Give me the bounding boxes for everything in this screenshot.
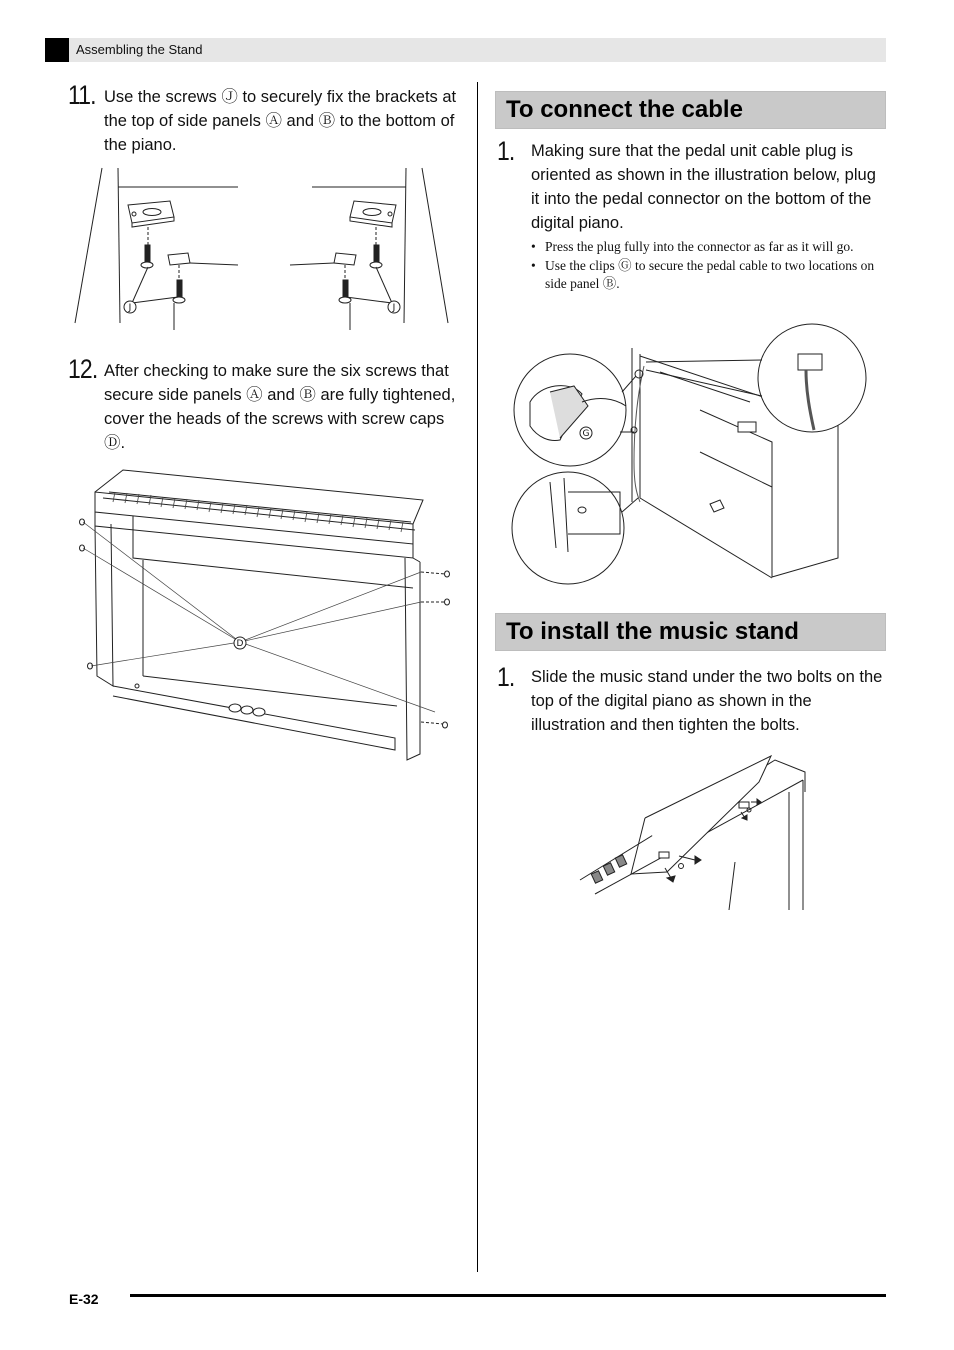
header-marker bbox=[45, 38, 69, 62]
step-11-text: Use the screws Ⓙ to securely fix the brackets at the top of side panels Ⓐ and Ⓑ to the bottom of the piano. bbox=[104, 88, 457, 154]
bullet-item: • Press the plug fully into the connector as far as it will go. bbox=[531, 238, 887, 257]
callout-j-right: J bbox=[392, 303, 396, 313]
running-header bbox=[45, 38, 886, 62]
header-section-title: Assembling the Stand bbox=[76, 42, 203, 57]
callout-j-left: J bbox=[128, 303, 132, 313]
callout-g: G bbox=[582, 429, 590, 439]
page-number: E-32 bbox=[69, 1291, 99, 1307]
bracket-screws-illustration bbox=[70, 165, 455, 330]
column-divider bbox=[477, 82, 478, 1272]
callout-d: D bbox=[236, 639, 244, 649]
section-title-music-stand: To install the music stand bbox=[495, 613, 886, 651]
cable-connection-illustration bbox=[510, 322, 870, 588]
connect-cable-step-number: 1. bbox=[497, 136, 515, 166]
section-title-connect-cable: To connect the cable bbox=[495, 91, 886, 129]
footer-rule bbox=[130, 1294, 886, 1297]
step-11-number: 11. bbox=[68, 80, 96, 110]
bullet-item: • Use the clips Ⓖ to secure the pedal cable to two locations on side panel Ⓑ. bbox=[531, 257, 887, 294]
step-12-number: 12. bbox=[68, 354, 98, 384]
music-stand-illustration bbox=[575, 752, 810, 912]
piano-screw-caps-illustration bbox=[75, 462, 455, 762]
step-12-text: After checking to make sure the six screws that secure side panels Ⓐ and Ⓑ are fully tightened, cover the heads of the screws with screw caps Ⓓ. bbox=[104, 362, 456, 452]
music-stand-step-number: 1. bbox=[497, 662, 515, 692]
music-stand-step-text: Slide the music stand under the two bolts on the top of the digital piano as shown in the illustration and then tighten the bolts. bbox=[531, 668, 883, 734]
connect-cable-bullets bbox=[531, 238, 887, 294]
connect-cable-step-text: Making sure that the pedal unit cable plug is oriented as shown in the illustration below, plug it into the pedal connector on the bottom of the digital piano. bbox=[531, 142, 876, 232]
